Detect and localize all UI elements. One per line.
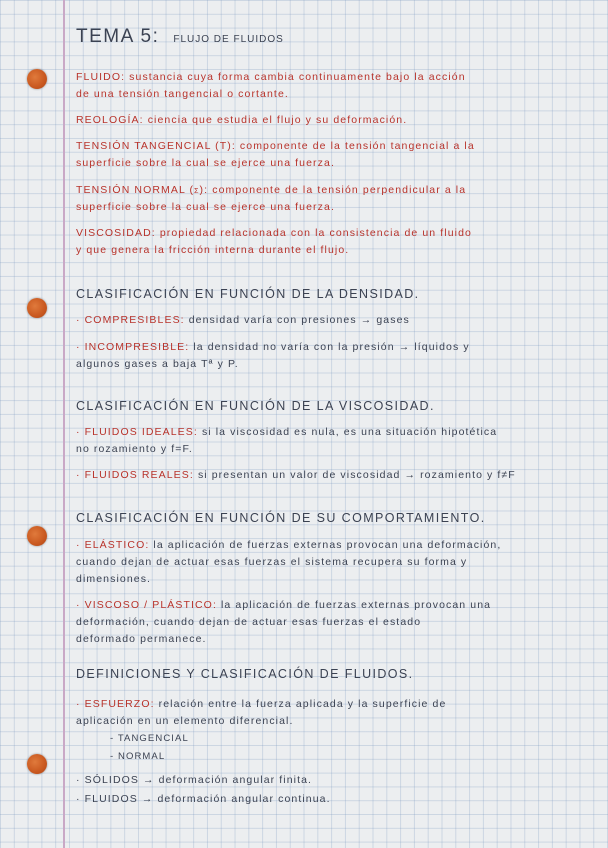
- page-subtitle: FLUJO DE FLUIDOS: [173, 34, 284, 45]
- item-viscoso-plastico: · VISCOSO / PLÁSTICO: la aplicación de fuerzas externas provocan una: [76, 599, 492, 611]
- line-fluidos: · FLUIDOS → deformación angular continua.: [76, 793, 331, 805]
- line-solidos: · SÓLIDOS → deformación angular finita.: [76, 774, 313, 786]
- subitem-tangencial: - TANGENCIAL: [110, 733, 189, 744]
- binder-hole: [27, 298, 47, 318]
- def-tension-normal-cont: superficie sobre la cual se ejerce una fuerza.: [76, 201, 335, 213]
- item-compresibles: · COMPRESIBLES: densidad varía con presiones → gases: [76, 314, 410, 326]
- def-tension-tangencial-cont: superficie sobre la cual se ejerce una fuerza.: [76, 157, 335, 169]
- def-tension-tangencial: TENSIÓN TANGENCIAL (T): componente de la tensión tangencial a la: [76, 140, 475, 152]
- section-heading-densidad: CLASIFICACIÓN EN FUNCIÓN DE LA DENSIDAD.: [76, 287, 420, 301]
- page-title: TEMA 5: FLUJO DE FLUIDOS: [76, 26, 284, 47]
- def-reologia: REOLOGÍA: ciencia que estudia el flujo y su deformación.: [76, 114, 408, 126]
- def-fluido-cont: de una tensión tangencial o cortante.: [76, 88, 289, 100]
- section-heading-viscosidad: CLASIFICACIÓN EN FUNCIÓN DE LA VISCOSIDAD.: [76, 399, 435, 413]
- item-fluidos-ideales-cont: no rozamiento y f=F.: [76, 443, 193, 455]
- def-viscosidad-cont: y que genera la fricción interna durante el flujo.: [76, 244, 350, 256]
- item-viscoso-plastico-cont: deformación, cuando dejan de actuar esas fuerzas el estado: [76, 616, 422, 628]
- item-incompresible-cont: algunos gases a baja Tª y P.: [76, 358, 239, 370]
- item-elastico-cont2: dimensiones.: [76, 573, 152, 585]
- def-tension-normal: TENSIÓN NORMAL (σ): componente de la tensión perpendicular a la: [76, 184, 467, 196]
- item-esfuerzo-cont: aplicación en un elemento diferencial.: [76, 715, 294, 727]
- subitem-normal: - NORMAL: [110, 751, 166, 762]
- item-fluidos-reales: · FLUIDOS REALES: si presentan un valor de viscosidad → rozamiento y f≠F: [76, 469, 516, 481]
- item-fluidos-ideales: · FLUIDOS IDEALES: si la viscosidad es nula, es una situación hipotética: [76, 426, 498, 438]
- def-viscosidad: VISCOSIDAD: propiedad relacionada con la consistencia de un fluido: [76, 227, 472, 239]
- section-heading-comportamiento: CLASIFICACIÓN EN FUNCIÓN DE SU COMPORTAMIENTO.: [76, 511, 486, 525]
- item-elastico: · ELÁSTICO: la aplicación de fuerzas externas provocan una deformación,: [76, 539, 502, 551]
- binder-hole: [27, 526, 47, 546]
- section-heading-definiciones: DEFINICIONES Y CLASIFICACIÓN DE FLUIDOS.: [76, 667, 414, 681]
- item-incompresible: · INCOMPRESIBLE: la densidad no varía con la presión → líquidos y: [76, 341, 470, 353]
- margin-line: [63, 0, 65, 848]
- binder-hole: [27, 69, 47, 89]
- item-esfuerzo: · ESFUERZO: relación entre la fuerza aplicada y la superficie de: [76, 698, 447, 710]
- item-elastico-cont: cuando dejan de actuar esas fuerzas el sistema recupera su forma y: [76, 556, 468, 568]
- item-viscoso-plastico-cont2: deformado permanece.: [76, 633, 207, 645]
- def-fluido: FLUIDO: sustancia cuya forma cambia continuamente bajo la acción: [76, 71, 466, 83]
- binder-hole: [27, 754, 47, 774]
